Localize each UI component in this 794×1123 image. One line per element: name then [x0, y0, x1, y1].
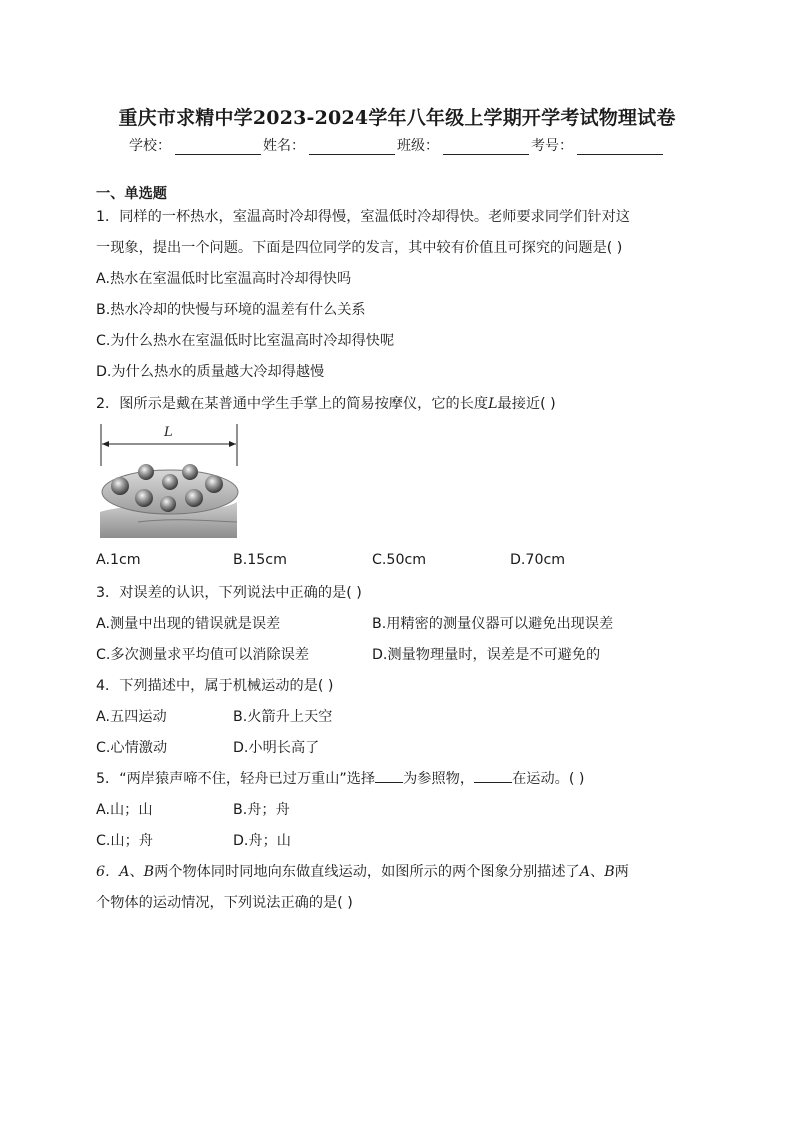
- q6-text2: 两: [614, 864, 629, 880]
- q6-var-a: A: [119, 864, 130, 880]
- class-field[interactable]: [397, 135, 531, 155]
- q5-stem: [96, 768, 584, 788]
- q5-option-d[interactable]: D.舟；山: [233, 833, 291, 849]
- school-blank[interactable]: [175, 140, 261, 155]
- exam-title: 重庆市求精中学2023-2024学年八年级上学期开学考试物理试卷: [118, 107, 676, 129]
- q6-var-b: B: [143, 864, 155, 880]
- q2-stem-post: 最接近( ): [497, 396, 556, 412]
- figure-length-label: L: [164, 425, 173, 440]
- q6-num: 6．: [96, 864, 120, 880]
- q1-option-d[interactable]: D.为什么热水的质量越大冷却得越慢: [96, 364, 325, 380]
- q2-stem: [96, 393, 556, 413]
- q6-var-a2: A: [579, 864, 590, 880]
- q6-text1: 两个物体同时同地向东做直线运动，如图所示的两个图象分别描述了: [154, 864, 580, 880]
- school-field[interactable]: [129, 135, 263, 155]
- q4-option-b[interactable]: B.火箭升上天空: [233, 709, 333, 725]
- q2-option-b[interactable]: B.15cm: [233, 552, 287, 568]
- section-heading: 一、单选题: [96, 186, 167, 202]
- q6-sep2: 、: [590, 864, 605, 880]
- name-blank[interactable]: [309, 140, 395, 155]
- number-field[interactable]: [531, 135, 665, 155]
- q3-option-a[interactable]: A.测量中出现的错误就是误差: [96, 616, 281, 632]
- q5-stem-post: 在运动。( ): [512, 771, 585, 787]
- q3-option-c[interactable]: C.多次测量求平均值可以消除误差: [96, 647, 310, 663]
- q2-option-c[interactable]: C.50cm: [372, 552, 427, 568]
- class-label: 班级：: [397, 138, 439, 154]
- q3-stem: 3．对误差的认识，下列说法中正确的是( ): [96, 585, 362, 601]
- q5-blank-1[interactable]: [375, 769, 403, 783]
- q6-stem-line1: [96, 861, 629, 881]
- q4-option-c[interactable]: C.心情激动: [96, 740, 168, 756]
- q5-blank-2[interactable]: [474, 769, 512, 783]
- q4-stem: 4．下列描述中，属于机械运动的是( ): [96, 678, 334, 694]
- q1-option-a[interactable]: A.热水在室温低时比室温高时冷却得快吗: [96, 271, 352, 287]
- name-field[interactable]: [263, 135, 397, 155]
- q4-option-a[interactable]: A.五四运动: [96, 709, 167, 725]
- q1-stem-line1: 1．同样的一杯热水，室温高时冷却得慢，室温低时冷却得快。老师要求同学们针对这: [96, 209, 630, 225]
- q2-option-a[interactable]: A.1cm: [96, 552, 141, 568]
- q1-option-c[interactable]: C.为什么热水在室温低时比室温高时冷却得快呢: [96, 333, 395, 349]
- number-blank[interactable]: [577, 140, 663, 155]
- school-label: 学校：: [129, 138, 171, 154]
- q5-option-a[interactable]: A.山；山: [96, 802, 153, 818]
- q3-option-b[interactable]: B.用精密的测量仪器可以避免出现误差: [372, 616, 614, 632]
- q5-option-c[interactable]: C.山；舟: [96, 833, 153, 849]
- q5-stem-mid: 为参照物，: [403, 771, 475, 787]
- q5-stem-pre: 5．“两岸猿声啼不住，轻舟已过万重山”选择: [96, 771, 376, 787]
- q6-stem-line2: 个物体的运动情况，下列说法正确的是( ): [96, 895, 353, 911]
- massager-illustration: [98, 422, 240, 540]
- q1-option-b[interactable]: B.热水冷却的快慢与环境的温差有什么关系: [96, 302, 366, 318]
- q5-option-b[interactable]: B.舟；舟: [233, 802, 290, 818]
- q2-stem-var: L: [488, 396, 498, 412]
- name-label: 姓名：: [263, 138, 305, 154]
- class-blank[interactable]: [443, 140, 529, 155]
- q4-option-d[interactable]: D.小明长高了: [233, 740, 320, 756]
- q3-option-d[interactable]: D.测量物理量时，误差是不可避免的: [372, 647, 601, 663]
- number-label: 考号：: [531, 138, 573, 154]
- student-info-row: [0, 135, 794, 155]
- q2-option-d[interactable]: D.70cm: [510, 552, 566, 568]
- q1-stem-line2: 一现象，提出一个问题。下面是四位同学的发言，其中较有价值且可探究的问题是( ): [96, 240, 623, 256]
- massager-figure: [98, 422, 240, 540]
- q6-sep1: 、: [129, 864, 144, 880]
- q2-stem-pre: 2．图所示是戴在某普通中学生手掌上的简易按摩仪，它的长度: [96, 396, 489, 412]
- q6-var-b2: B: [604, 864, 615, 880]
